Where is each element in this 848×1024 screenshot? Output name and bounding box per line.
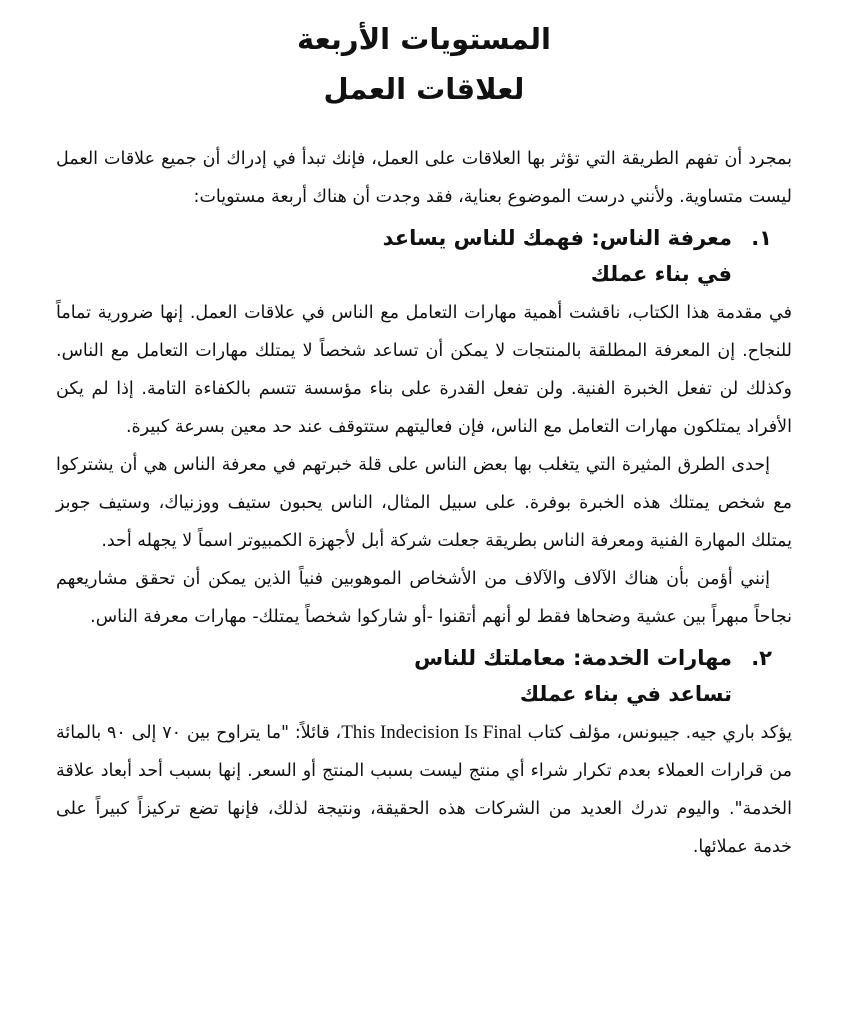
intro-paragraph: بمجرد أن تفهم الطريقة التي تؤثر بها العلاقات على العمل، فإنك تبدأ في إدراك أن جميع علاقات العمل ليست متساوية. ولأنني درست الموضوع بعناية، فقد وجدت أن هناك أربعة مستويات: — [56, 149, 792, 207]
section-2-text-before-title: يؤكد باري جيه. جيبونس، مؤلف كتاب — [527, 723, 792, 743]
page-title-line-2: لعلاقات العمل — [323, 72, 525, 106]
section-2-text-after-title: ، قائلاً: "ما يتراوح بين ٧٠ إلى ٩٠ بالمائة من قرارات العملاء بعدم تكرار شراء أي منتج ليست بسبب المنتج أو السعر. إنها بسبب أحد أبعاد علاقة الخدمة". واليوم تدرك العديد من الشركات هذه الحقيقة، ونتيجة لذلك، فإنها تضع تركيزاً كبيراً على خدمة عملائها. — [56, 723, 792, 857]
section-1-heading — [56, 220, 792, 292]
section-1-paragraph-3: إنني أؤمن بأن هناك الآلاف والآلاف من الأشخاص الموهوبين فنياً الذين يمكن أن تحقق مشاريعهم نجاحاً مبهراً بين عشية وضحاها فقط لو أنهم أتقنوا -أو شاركوا شخصاً يمتلك- مهارات معرفة الناس. — [56, 569, 792, 627]
section-1-paragraph-2: إحدى الطرق المثيرة التي يتغلب بها بعض الناس على قلة خبرتهم في معرفة الناس هي أن يشتركوا مع شخص يمتلك هذه الخبرة بوفرة. على سبيل المثال، الناس يحبون ستيف ووزنياك، وستيف جوبز يمتلك المهارة الفنية ومعرفة الناس بطريقة جعلت شركة أبل لأجهزة الكمبيوتر اسماً لا يجهله أحد. — [56, 455, 792, 551]
section-2-heading-text: مهارات الخدمة: معاملتك للناس تساعد في بناء عملك — [414, 646, 732, 706]
section-1-heading-text: معرفة الناس: فهمك للناس يساعد في بناء عملك — [382, 226, 732, 286]
page-title-line-1: المستويات الأربعة — [297, 22, 551, 56]
section-2-number: ٢. — [751, 646, 772, 670]
section-2-heading — [56, 640, 792, 712]
section-1-number: ١. — [751, 226, 772, 250]
section-2-paragraph-1 — [56, 714, 792, 866]
book-title: This Indecision Is Final — [341, 722, 522, 743]
page-title — [56, 14, 792, 114]
section-1-paragraph-1: في مقدمة هذا الكتاب، ناقشت أهمية مهارات التعامل مع الناس في علاقات العمل. إنها ضرورية تماماً للنجاح. إن المعرفة المطلقة بالمنتجات لا يمكن أن تساعد شخصاً لا يمتلك مهارات التعامل مع الناس. وكذلك لن تفعل الخبرة الفنية. ولن تفعل القدرة على بناء مؤسسة تتسم بالكفاءة التامة. إذا لم يكن الأفراد يمتلكون مهارات التعامل مع الناس، فإن فعاليتهم ستتوقف عند حد معين بسرعة كبيرة. — [56, 303, 792, 437]
